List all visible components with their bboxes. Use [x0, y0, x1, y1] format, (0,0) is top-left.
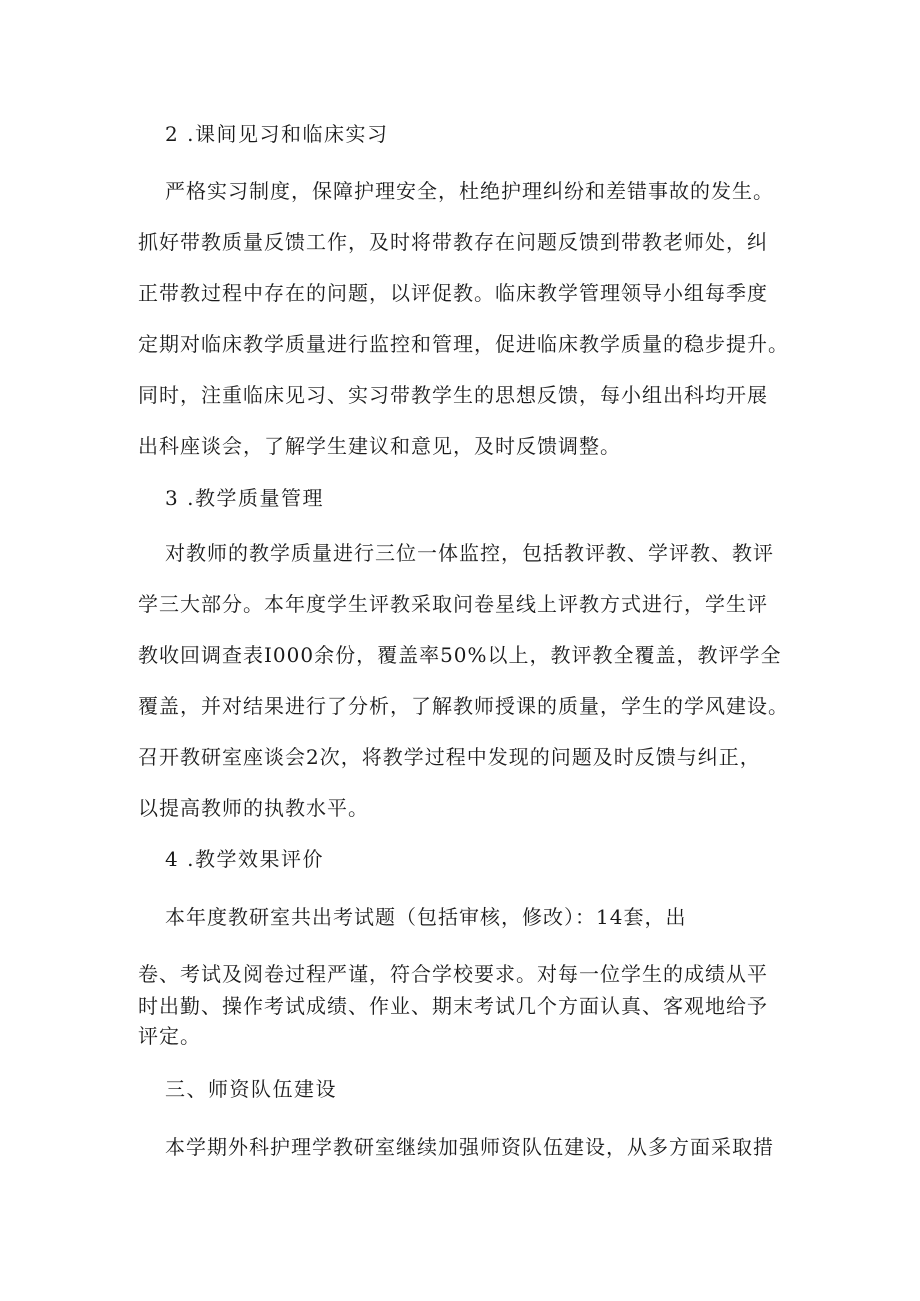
paragraph-line: 评定。	[138, 1024, 201, 1048]
paragraph-line: 严格实习制度，保障护理安全，杜绝护理纠纷和差错事故的发生。	[165, 179, 774, 203]
paragraph-line: 本学期外科护理学教研室继续加强师资队伍建设，从多方面采取措	[165, 1135, 774, 1159]
paragraph-line: 同时，注重临床见习、实习带教学生的思想反馈，每小组出科均开展	[138, 383, 768, 407]
paragraph-line: 学三大部分。本年度学生评教采取问卷星线上评教方式进行，学生评	[138, 592, 768, 616]
paragraph-line: 正带教过程中存在的问题，以评促教。临床教学管理领导小组每季度	[138, 281, 768, 305]
paragraph-line: 时出勤、操作考试成绩、作业、期末考试几个方面认真、客观地给予	[138, 994, 768, 1018]
paragraph-line: 以提高教师的执教水平。	[138, 796, 369, 820]
section-heading: 4 .教学效果评价	[165, 847, 324, 871]
paragraph-line: 本年度教研室共出考试题（包括审核，修改）：14套，出	[165, 905, 687, 929]
paragraph-line: 覆盖，并对结果进行了分析，了解教师授课的质量，学生的学风建设。	[138, 694, 789, 718]
section-heading: 三、师资队伍建设	[165, 1077, 337, 1101]
section-heading: 2 .课间见习和临床实习	[165, 122, 389, 146]
paragraph-line: 出科座谈会，了解学生建议和意见，及时反馈调整。	[138, 434, 621, 458]
paragraph-line: 定期对临床教学质量进行监控和管理，促进临床教学质量的稳步提升。	[138, 332, 789, 356]
paragraph-line: 教收回调查表I000余份，覆盖率50%以上，教评教全覆盖，教评学全	[138, 643, 782, 667]
paragraph-line: 卷、考试及阅卷过程严谨，符合学校要求。对每一位学生的成绩从平	[138, 962, 768, 986]
paragraph-line: 对教师的教学质量进行三位一体监控，包括教评教、学评教、教评	[165, 541, 774, 565]
paragraph-line: 抓好带教质量反馈工作，及时将带教存在问题反馈到带教老师处，纠	[138, 230, 768, 254]
paragraph-line: 召开教研室座谈会2次，将教学过程中发现的问题及时反馈与纠正，	[138, 745, 761, 769]
section-heading: 3 .教学质量管理	[165, 486, 324, 510]
